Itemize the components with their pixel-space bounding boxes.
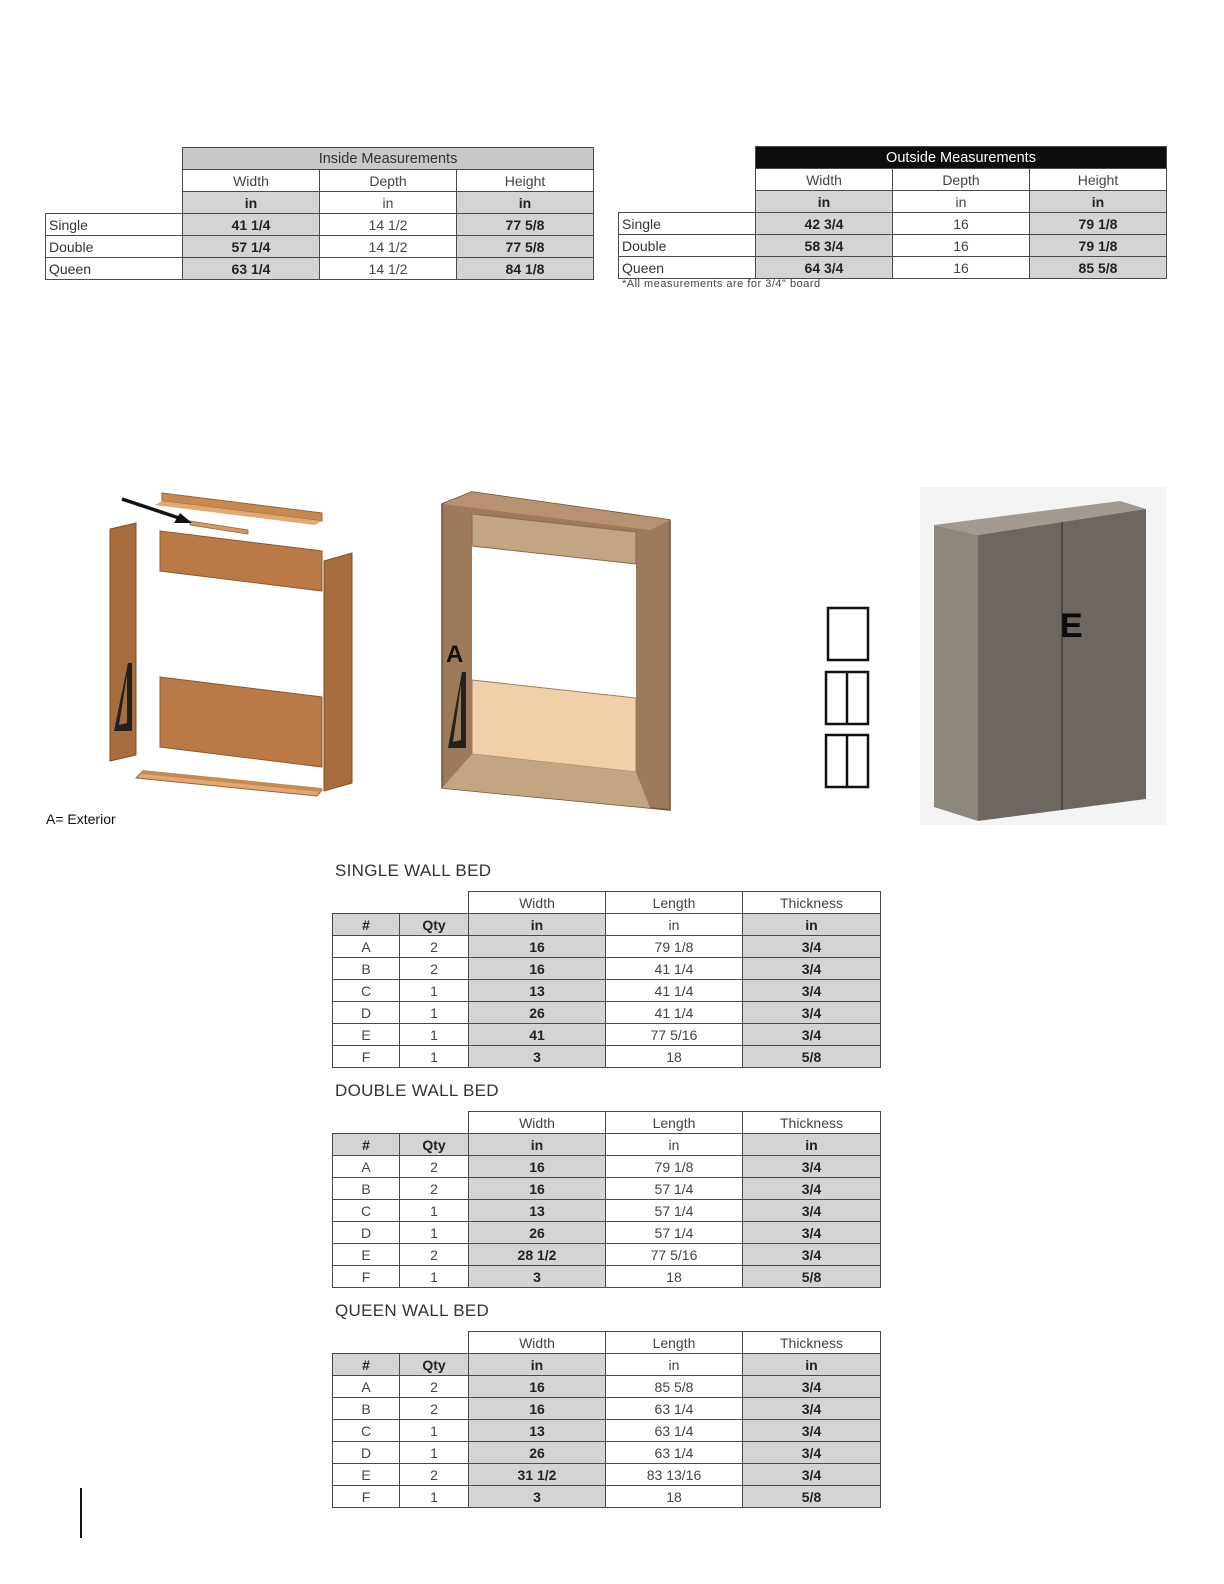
double-cut-list-table <box>332 1111 881 1288</box>
cell: 3/4 <box>743 1200 881 1222</box>
outside-col-depth: Depth <box>893 169 1030 191</box>
cell: 1 <box>400 1266 469 1288</box>
table-row <box>333 1442 881 1464</box>
cell: 2 <box>400 958 469 980</box>
table-row <box>333 958 881 980</box>
cell: 13 <box>469 1420 606 1442</box>
table-row <box>333 1376 881 1398</box>
cell: 57 1/4 <box>183 236 320 258</box>
cell: A <box>333 936 400 958</box>
cell: 18 <box>606 1046 743 1068</box>
cell: 3/4 <box>743 958 881 980</box>
cell: B <box>333 958 400 980</box>
cell: 16 <box>469 936 606 958</box>
cell: 28 1/2 <box>469 1244 606 1266</box>
outside-unit: in <box>756 191 893 213</box>
cell: 41 1/4 <box>606 980 743 1002</box>
col-length: Length <box>606 892 743 914</box>
cell: 84 1/8 <box>457 258 594 280</box>
cell: 41 1/4 <box>606 1002 743 1024</box>
cell: C <box>333 980 400 1002</box>
table-row <box>333 1222 881 1244</box>
cell: 42 3/4 <box>756 213 893 235</box>
cell: 5/8 <box>743 1486 881 1508</box>
cell: 3 <box>469 1046 606 1068</box>
unit: in <box>606 914 743 936</box>
cell: 85 5/8 <box>606 1376 743 1398</box>
cell: 3/4 <box>743 1222 881 1244</box>
cell: 16 <box>469 1156 606 1178</box>
row-label: Queen <box>619 257 756 279</box>
inside-title: Inside Measurements <box>183 148 594 170</box>
exploded-view-figure <box>100 485 360 805</box>
table-row <box>46 258 594 280</box>
unit: in <box>606 1354 743 1376</box>
label-e: E <box>1060 607 1083 645</box>
cell: E <box>333 1244 400 1266</box>
cell: 3/4 <box>743 1420 881 1442</box>
cell: 1 <box>400 1442 469 1464</box>
measurement-note: *All measurements are for 3/4" board <box>622 278 821 290</box>
cell: 63 1/4 <box>606 1420 743 1442</box>
table-row <box>333 1156 881 1178</box>
cell: 41 1/4 <box>183 214 320 236</box>
outside-title: Outside Measurements <box>756 147 1167 169</box>
cell: D <box>333 1442 400 1464</box>
row-label: Queen <box>46 258 183 280</box>
outside-measurements-table <box>618 146 1167 279</box>
cell: E <box>333 1024 400 1046</box>
cell: 3/4 <box>743 1024 881 1046</box>
closed-cabinet-figure <box>920 487 1166 825</box>
cell: 13 <box>469 980 606 1002</box>
row-label: Single <box>619 213 756 235</box>
inside-col-height: Height <box>457 170 594 192</box>
cell: 83 13/16 <box>606 1464 743 1486</box>
col-width: Width <box>469 1332 606 1354</box>
cell: 2 <box>400 1376 469 1398</box>
cell: A <box>333 1376 400 1398</box>
cell: B <box>333 1178 400 1200</box>
cell: 79 1/8 <box>1030 235 1167 257</box>
queen-cut-list-table <box>332 1331 881 1508</box>
cell: 3/4 <box>743 1244 881 1266</box>
unit: in <box>743 1354 881 1376</box>
cell: 2 <box>400 1178 469 1200</box>
cell: 57 1/4 <box>606 1200 743 1222</box>
unit: in <box>606 1134 743 1156</box>
cell: 77 5/16 <box>606 1024 743 1046</box>
col-thickness: Thickness <box>743 892 881 914</box>
outside-unit: in <box>893 191 1030 213</box>
col-width: Width <box>469 1112 606 1134</box>
cell: 77 5/8 <box>457 214 594 236</box>
cell: 63 1/4 <box>606 1442 743 1464</box>
inside-col-width: Width <box>183 170 320 192</box>
cell: 3/4 <box>743 1002 881 1024</box>
col-thickness: Thickness <box>743 1332 881 1354</box>
table-row <box>619 257 1167 279</box>
cell: 2 <box>400 1244 469 1266</box>
cell: 1 <box>400 1486 469 1508</box>
cell: 64 3/4 <box>756 257 893 279</box>
table-row <box>619 213 1167 235</box>
row-label: Double <box>46 236 183 258</box>
col-num: # <box>333 914 400 936</box>
unit: in <box>469 914 606 936</box>
cell: 3/4 <box>743 1442 881 1464</box>
cell: 3/4 <box>743 980 881 1002</box>
cell: 16 <box>893 235 1030 257</box>
cell: 57 1/4 <box>606 1222 743 1244</box>
cell: 31 1/2 <box>469 1464 606 1486</box>
table-row <box>333 936 881 958</box>
cell: 3/4 <box>743 1376 881 1398</box>
label-a: A <box>446 641 464 668</box>
cell: 79 1/8 <box>1030 213 1167 235</box>
table-row <box>333 1200 881 1222</box>
table-row <box>333 1002 881 1024</box>
col-num: # <box>333 1134 400 1156</box>
cell: 3/4 <box>743 1398 881 1420</box>
row-label: Single <box>46 214 183 236</box>
outside-col-height: Height <box>1030 169 1167 191</box>
cell: B <box>333 1398 400 1420</box>
cell: 13 <box>469 1200 606 1222</box>
cell: 58 3/4 <box>756 235 893 257</box>
unit: in <box>469 1134 606 1156</box>
cell: 16 <box>469 1178 606 1200</box>
cell: 26 <box>469 1222 606 1244</box>
inside-col-depth: Depth <box>320 170 457 192</box>
cell: F <box>333 1486 400 1508</box>
cell: 3/4 <box>743 1464 881 1486</box>
unit: in <box>743 914 881 936</box>
table-row <box>619 235 1167 257</box>
cell: 16 <box>469 1376 606 1398</box>
cell: 77 5/8 <box>457 236 594 258</box>
cell: 1 <box>400 1024 469 1046</box>
cell: 14 1/2 <box>320 258 457 280</box>
cell: 85 5/8 <box>1030 257 1167 279</box>
cell: D <box>333 1222 400 1244</box>
cell: 79 1/8 <box>606 936 743 958</box>
cell: C <box>333 1200 400 1222</box>
table-row <box>333 1486 881 1508</box>
cell: 5/8 <box>743 1266 881 1288</box>
cell: 77 5/16 <box>606 1244 743 1266</box>
inside-measurements-table <box>45 147 594 280</box>
table-row <box>333 980 881 1002</box>
cell: 2 <box>400 1156 469 1178</box>
assembled-frame-figure <box>436 490 676 815</box>
col-thickness: Thickness <box>743 1112 881 1134</box>
table-row <box>333 1244 881 1266</box>
cell: 18 <box>606 1266 743 1288</box>
cell: 26 <box>469 1442 606 1464</box>
queen-wall-bed-title: QUEEN WALL BED <box>335 1301 490 1320</box>
col-qty: Qty <box>400 1134 469 1156</box>
col-qty: Qty <box>400 914 469 936</box>
cell: F <box>333 1046 400 1068</box>
door-layout-icons <box>822 605 874 791</box>
cell: 41 1/4 <box>606 958 743 980</box>
inside-unit: in <box>457 192 594 214</box>
table-row <box>333 1398 881 1420</box>
col-num: # <box>333 1354 400 1376</box>
single-wall-bed-title: SINGLE WALL BED <box>335 861 492 880</box>
unit: in <box>469 1354 606 1376</box>
unit: in <box>743 1134 881 1156</box>
cell: 16 <box>469 1398 606 1420</box>
cell: 79 1/8 <box>606 1156 743 1178</box>
cell: 63 1/4 <box>183 258 320 280</box>
cell: 3 <box>469 1266 606 1288</box>
cell: 1 <box>400 1420 469 1442</box>
single-cut-list-table <box>332 891 881 1068</box>
outside-unit: in <box>1030 191 1167 213</box>
cell: 1 <box>400 1222 469 1244</box>
cell: 3/4 <box>743 936 881 958</box>
cell: 16 <box>893 213 1030 235</box>
table-row <box>46 236 594 258</box>
table-row <box>333 1464 881 1486</box>
inside-unit: in <box>183 192 320 214</box>
outside-col-width: Width <box>756 169 893 191</box>
table-row <box>333 1420 881 1442</box>
cell: 18 <box>606 1486 743 1508</box>
table-row <box>333 1266 881 1288</box>
cell: D <box>333 1002 400 1024</box>
row-label: Double <box>619 235 756 257</box>
col-length: Length <box>606 1112 743 1134</box>
cell: 1 <box>400 1002 469 1024</box>
cell: 5/8 <box>743 1046 881 1068</box>
double-wall-bed-title: DOUBLE WALL BED <box>335 1081 499 1100</box>
cell: E <box>333 1464 400 1486</box>
cell: 14 1/2 <box>320 214 457 236</box>
cell: F <box>333 1266 400 1288</box>
cell: 26 <box>469 1002 606 1024</box>
col-width: Width <box>469 892 606 914</box>
table-row <box>46 214 594 236</box>
cell: 16 <box>893 257 1030 279</box>
inside-unit: in <box>320 192 457 214</box>
col-qty: Qty <box>400 1354 469 1376</box>
cell: 3 <box>469 1486 606 1508</box>
table-row <box>333 1024 881 1046</box>
figure-caption: A= Exterior <box>46 811 116 827</box>
cell: 2 <box>400 1464 469 1486</box>
cell: 41 <box>469 1024 606 1046</box>
cell: 63 1/4 <box>606 1398 743 1420</box>
cell: 2 <box>400 1398 469 1420</box>
cell: 57 1/4 <box>606 1178 743 1200</box>
cell: 14 1/2 <box>320 236 457 258</box>
table-row <box>333 1046 881 1068</box>
cell: 2 <box>400 936 469 958</box>
margin-change-bar <box>80 1488 82 1538</box>
cell: 3/4 <box>743 1156 881 1178</box>
cell: 16 <box>469 958 606 980</box>
table-row <box>333 1178 881 1200</box>
cell: 3/4 <box>743 1178 881 1200</box>
cell: 1 <box>400 1046 469 1068</box>
cell: 1 <box>400 1200 469 1222</box>
col-length: Length <box>606 1332 743 1354</box>
cell: C <box>333 1420 400 1442</box>
cell: A <box>333 1156 400 1178</box>
cell: 1 <box>400 980 469 1002</box>
